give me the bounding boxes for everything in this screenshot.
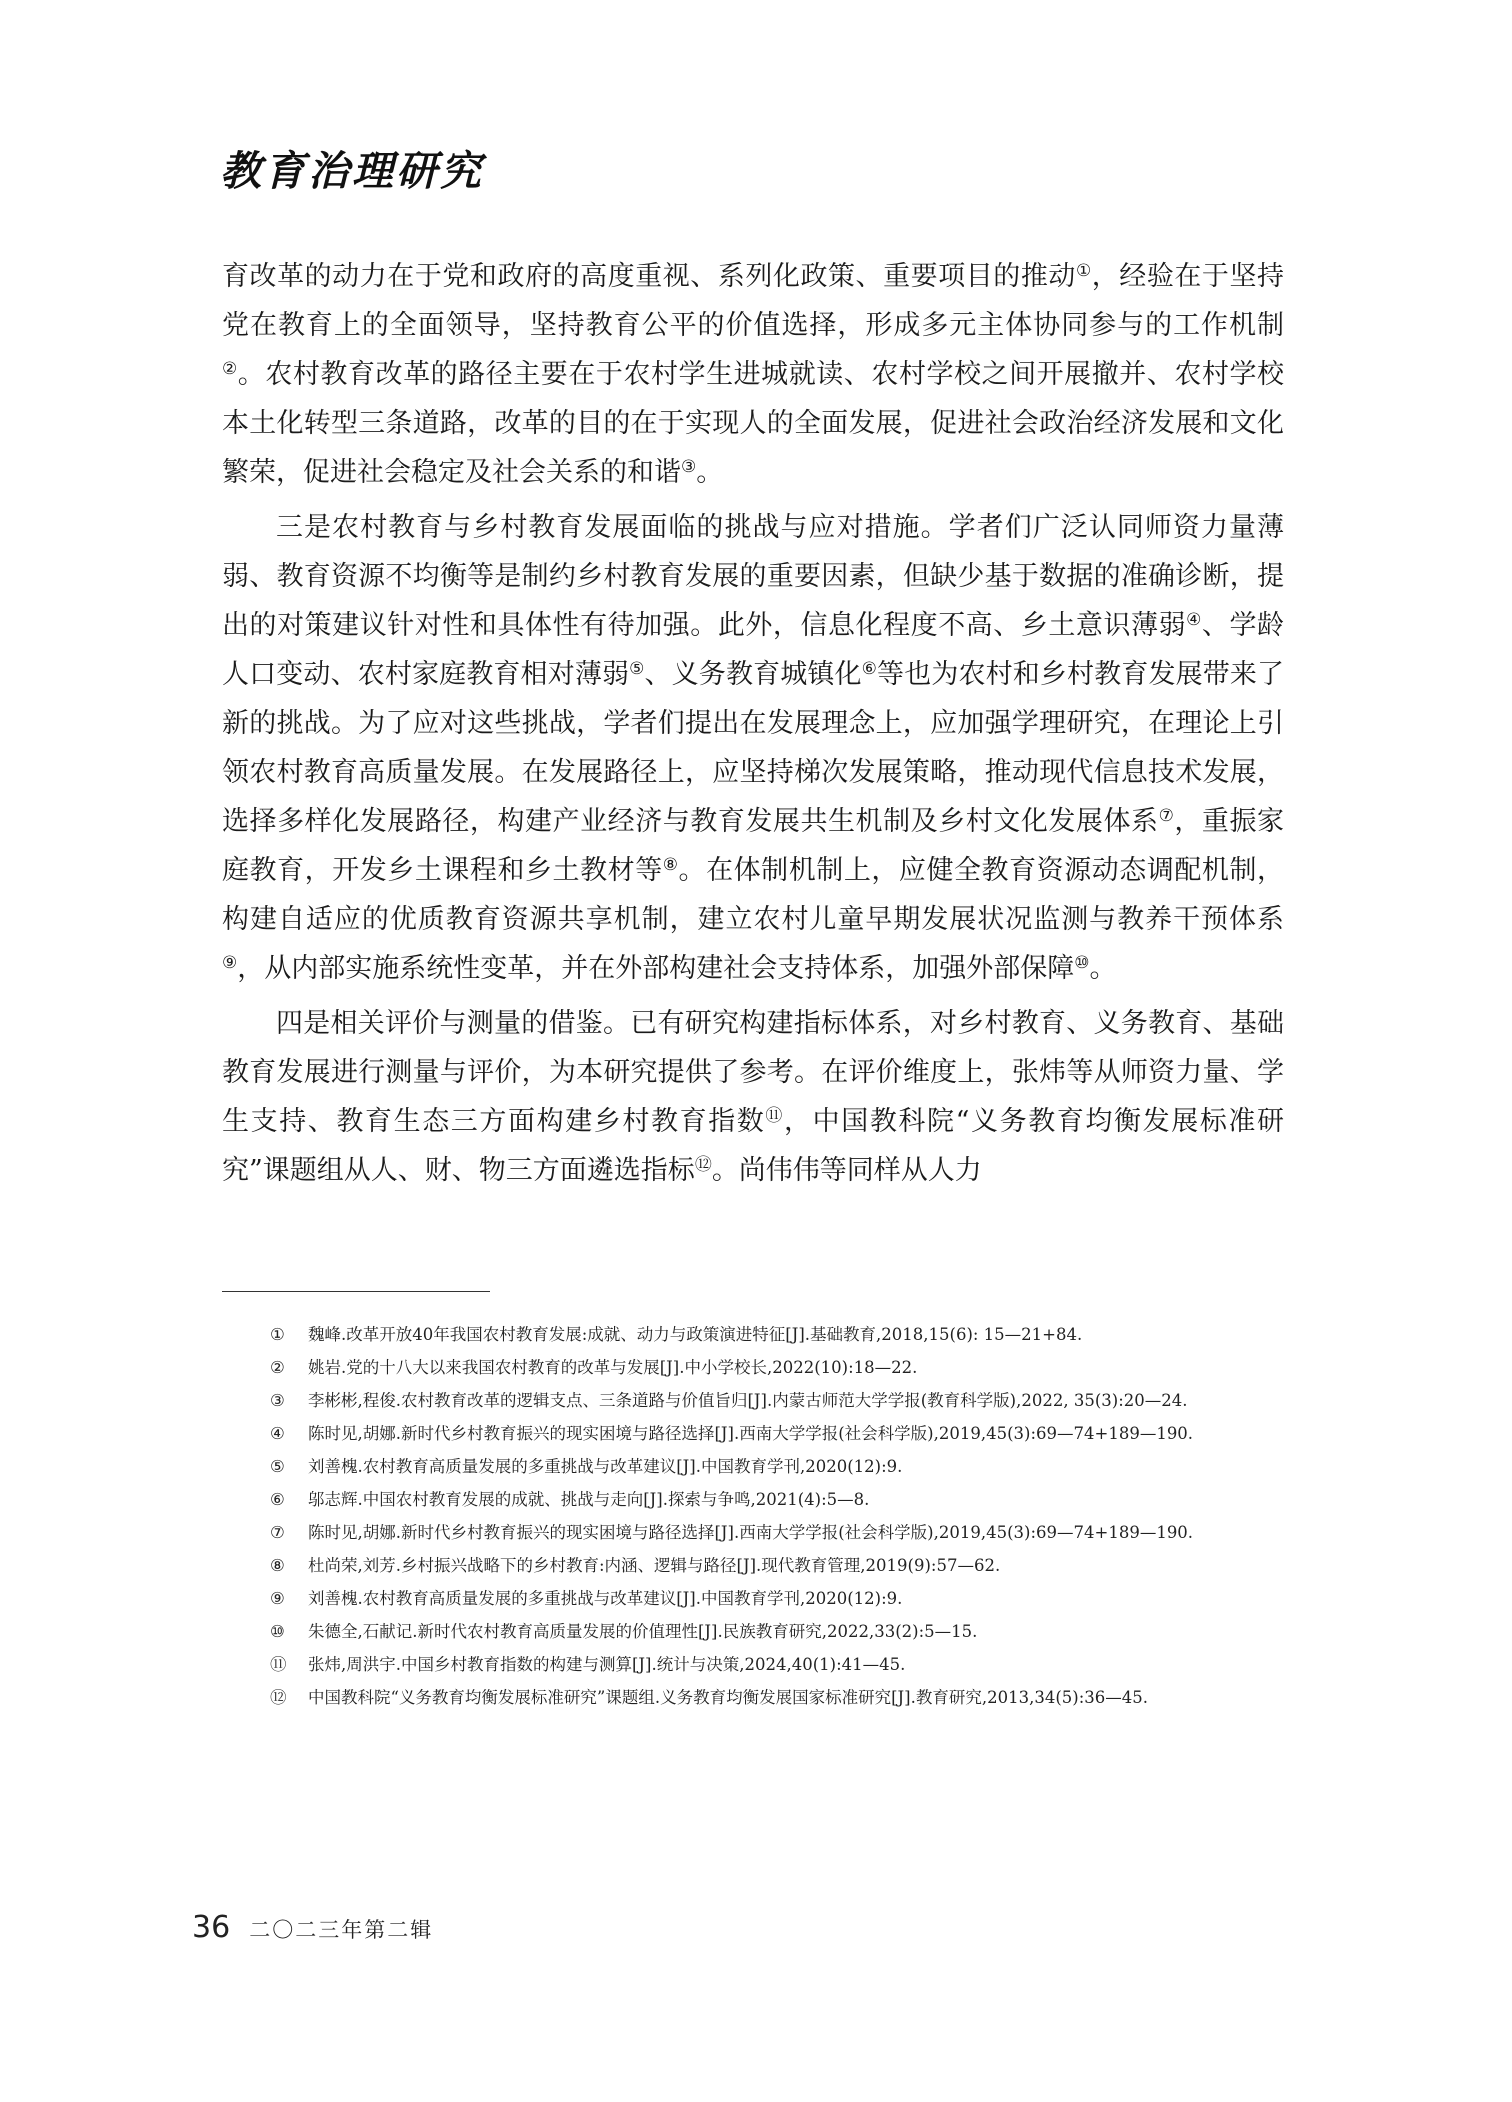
paragraph-text: 育改革的动力在于党和政府的高度重视、系列化政策、重要项目的推动: [222, 261, 1076, 292]
footnote-text: 刘善槐.农村教育高质量发展的多重挑战与改革建议[J].中国教育学刊,2020(12):9.: [308, 1589, 903, 1608]
paragraph-text: 。: [1089, 953, 1117, 984]
page-footer: [192, 1910, 433, 1945]
footnote-mark: ⑥: [270, 1490, 285, 1509]
paragraph-text: 四是相关评价与测量的借鉴。已有研究构建指标体系，对乡村教育、义务教育、基础教育发展进行测量与评价，为本研究提供了参考。在评价维度上，张炜等从师资力量、学生支持、教育生态三方面构建乡村教育指数: [222, 1008, 1284, 1137]
body-paragraph: [222, 252, 1284, 497]
footnote-mark: ⑪: [270, 1655, 287, 1674]
journal-title: 教育治理研究: [220, 147, 484, 195]
footnote-text: 李彬彬,程俊.农村教育改革的逻辑支点、三条道路与价值旨归[J].内蒙古师范大学学报(教育科学版),2022, 35(3):20—24.: [308, 1391, 1188, 1410]
footnote-ref[interactable]: ②: [222, 359, 238, 379]
footnote-text: 张炜,周洪宇.中国乡村教育指数的构建与测算[J].统计与决策,2024,40(1):41—45.: [308, 1655, 906, 1674]
footnote-item: [222, 1483, 1284, 1516]
footnote-item: [222, 1318, 1284, 1351]
body-text: [222, 252, 1284, 1201]
paragraph-text: ，从内部实施系统性变革，并在外部构建社会支持体系，加强外部保障: [237, 953, 1075, 984]
paragraph-text: 。在体制机制上，应健全教育资源动态调配机制，构建自适应的优质教育资源共享机制，建立农村儿童早期发展状况监测与教养干预体系: [222, 855, 1285, 935]
paragraph-text: ，经验在于坚持党在教育上的全面领导，坚持教育公平的价值选择，形成多元主体协同参与的工作机制: [222, 261, 1285, 341]
paragraph-text: 三是农村教育与乡村教育发展面临的挑战与应对措施。学者们广泛认同师资力量薄弱、教育资源不均衡等是制约乡村教育发展的重要因素，但缺少基于数据的准确诊断，提出的对策建议针对性和具体性有待加强。此外，信息化程度不高、乡土意识薄弱: [222, 512, 1284, 641]
footnote-text: 魏峰.改革开放40年我国农村教育发展:成就、动力与政策演进特征[J].基础教育,2018,15(6): 15—21+84.: [308, 1325, 1083, 1344]
footnote-text: 杜尚荣,刘芳.乡村振兴战略下的乡村教育:内涵、逻辑与路径[J].现代教育管理,2019(9):57—62.: [308, 1556, 1001, 1575]
body-paragraph: [222, 999, 1284, 1195]
footnote-mark: ④: [270, 1424, 285, 1443]
footnote-ref[interactable]: ⑦: [1158, 806, 1175, 826]
footnote-mark: ⑩: [270, 1622, 285, 1641]
body-paragraph: [222, 503, 1284, 993]
issue-label: 二〇二三年第二辑: [249, 1918, 434, 1942]
footnote-item: [222, 1351, 1284, 1384]
footnote-ref[interactable]: ⑪: [765, 1106, 785, 1126]
footnote-text: 姚岩.党的十八大以来我国农村教育的改革与发展[J].中小学校长,2022(10):18—22.: [308, 1358, 918, 1377]
footnote-ref[interactable]: ⑧: [662, 855, 679, 875]
footnote-text: 邬志辉.中国农村教育发展的成就、挑战与走向[J].探索与争鸣,2021(4):5—8.: [308, 1490, 870, 1509]
footnote-mark: ②: [270, 1358, 285, 1377]
footnote-ref[interactable]: ⑨: [222, 953, 238, 973]
footnote-text: 陈时见,胡娜.新时代乡村教育振兴的现实困境与路径选择[J].西南大学学报(社会科学版),2019,45(3):69—74+189—190.: [308, 1523, 1194, 1542]
footnote-text: 中国教科院“义务教育均衡发展标准研究”课题组.义务教育均衡发展国家标准研究[J].教育研究,2013,34(5):36—45.: [308, 1688, 1148, 1707]
footnote-item: [222, 1681, 1284, 1714]
footnote-item: [222, 1450, 1284, 1483]
footnote-mark: ③: [270, 1391, 285, 1410]
footnote-item: [222, 1615, 1284, 1648]
footnote-separator: [222, 1291, 490, 1292]
paragraph-text: 等也为农村和乡村教育发展带来了新的挑战。为了应对这些挑战，学者们提出在发展理念上，应加强学理研究，在理论上引领农村教育高质量发展。在发展路径上，应坚持梯次发展策略，推动现代信息技术发展，选择多样化发展路径，构建产业经济与教育发展共生机制及乡村文化发展体系: [222, 659, 1285, 837]
footnote-mark: ⑧: [270, 1556, 285, 1575]
paragraph-text: 。: [696, 457, 724, 488]
paragraph-text: 。尚伟伟等同样从人力: [711, 1155, 982, 1186]
footnote-mark: ⑫: [270, 1688, 287, 1707]
footnote-item: [222, 1417, 1284, 1450]
footnote-item: [222, 1384, 1284, 1417]
footnote-ref[interactable]: ⑥: [861, 659, 878, 679]
page-number: 36: [192, 1910, 231, 1945]
footnote-ref[interactable]: ⑤: [629, 659, 645, 679]
paragraph-text: ，重振家庭教育，开发乡土课程和乡土教材等: [222, 806, 1285, 886]
footnotes: [222, 1318, 1284, 1714]
footnote-ref[interactable]: ④: [1186, 610, 1202, 630]
paragraph-text: ，中国教科院“义务教育均衡发展标准研究”课题组从人、财、物三方面遴选指标: [222, 1106, 1285, 1186]
footnote-mark: ⑦: [270, 1523, 285, 1542]
paragraph-text: 、学龄人口变动、农村家庭教育相对薄弱: [222, 610, 1285, 690]
footnote-ref[interactable]: ③: [681, 457, 697, 477]
footnote-text: 朱德全,石献记.新时代农村教育高质量发展的价值理性[J].民族教育研究,2022,33(2):5—15.: [308, 1622, 978, 1641]
footnote-mark: ①: [270, 1325, 285, 1344]
footnote-item: [222, 1582, 1284, 1615]
footnote-text: 刘善槐.农村教育高质量发展的多重挑战与改革建议[J].中国教育学刊,2020(12):9.: [308, 1457, 903, 1476]
footnote-ref[interactable]: ①: [1075, 261, 1092, 281]
paragraph-text: 。农村教育改革的路径主要在于农村学生进城就读、农村学校之间开展撤并、农村学校本土化转型三条道路，改革的目的在于实现人的全面发展，促进社会政治经济发展和文化繁荣，促进社会稳定及社会关系的和谐: [222, 359, 1284, 488]
footnote-item: [222, 1648, 1284, 1681]
footnote-ref[interactable]: ⑫: [694, 1155, 712, 1175]
footnote-mark: ⑨: [270, 1589, 285, 1608]
footnote-mark: ⑤: [270, 1457, 285, 1476]
footnote-item: [222, 1516, 1284, 1549]
paragraph-text: 、义务教育城镇化: [644, 659, 862, 690]
footnote-text: 陈时见,胡娜.新时代乡村教育振兴的现实困境与路径选择[J].西南大学学报(社会科学版),2019,45(3):69—74+189—190.: [308, 1424, 1194, 1443]
footnote-item: [222, 1549, 1284, 1582]
footnote-ref[interactable]: ⑩: [1074, 953, 1090, 973]
